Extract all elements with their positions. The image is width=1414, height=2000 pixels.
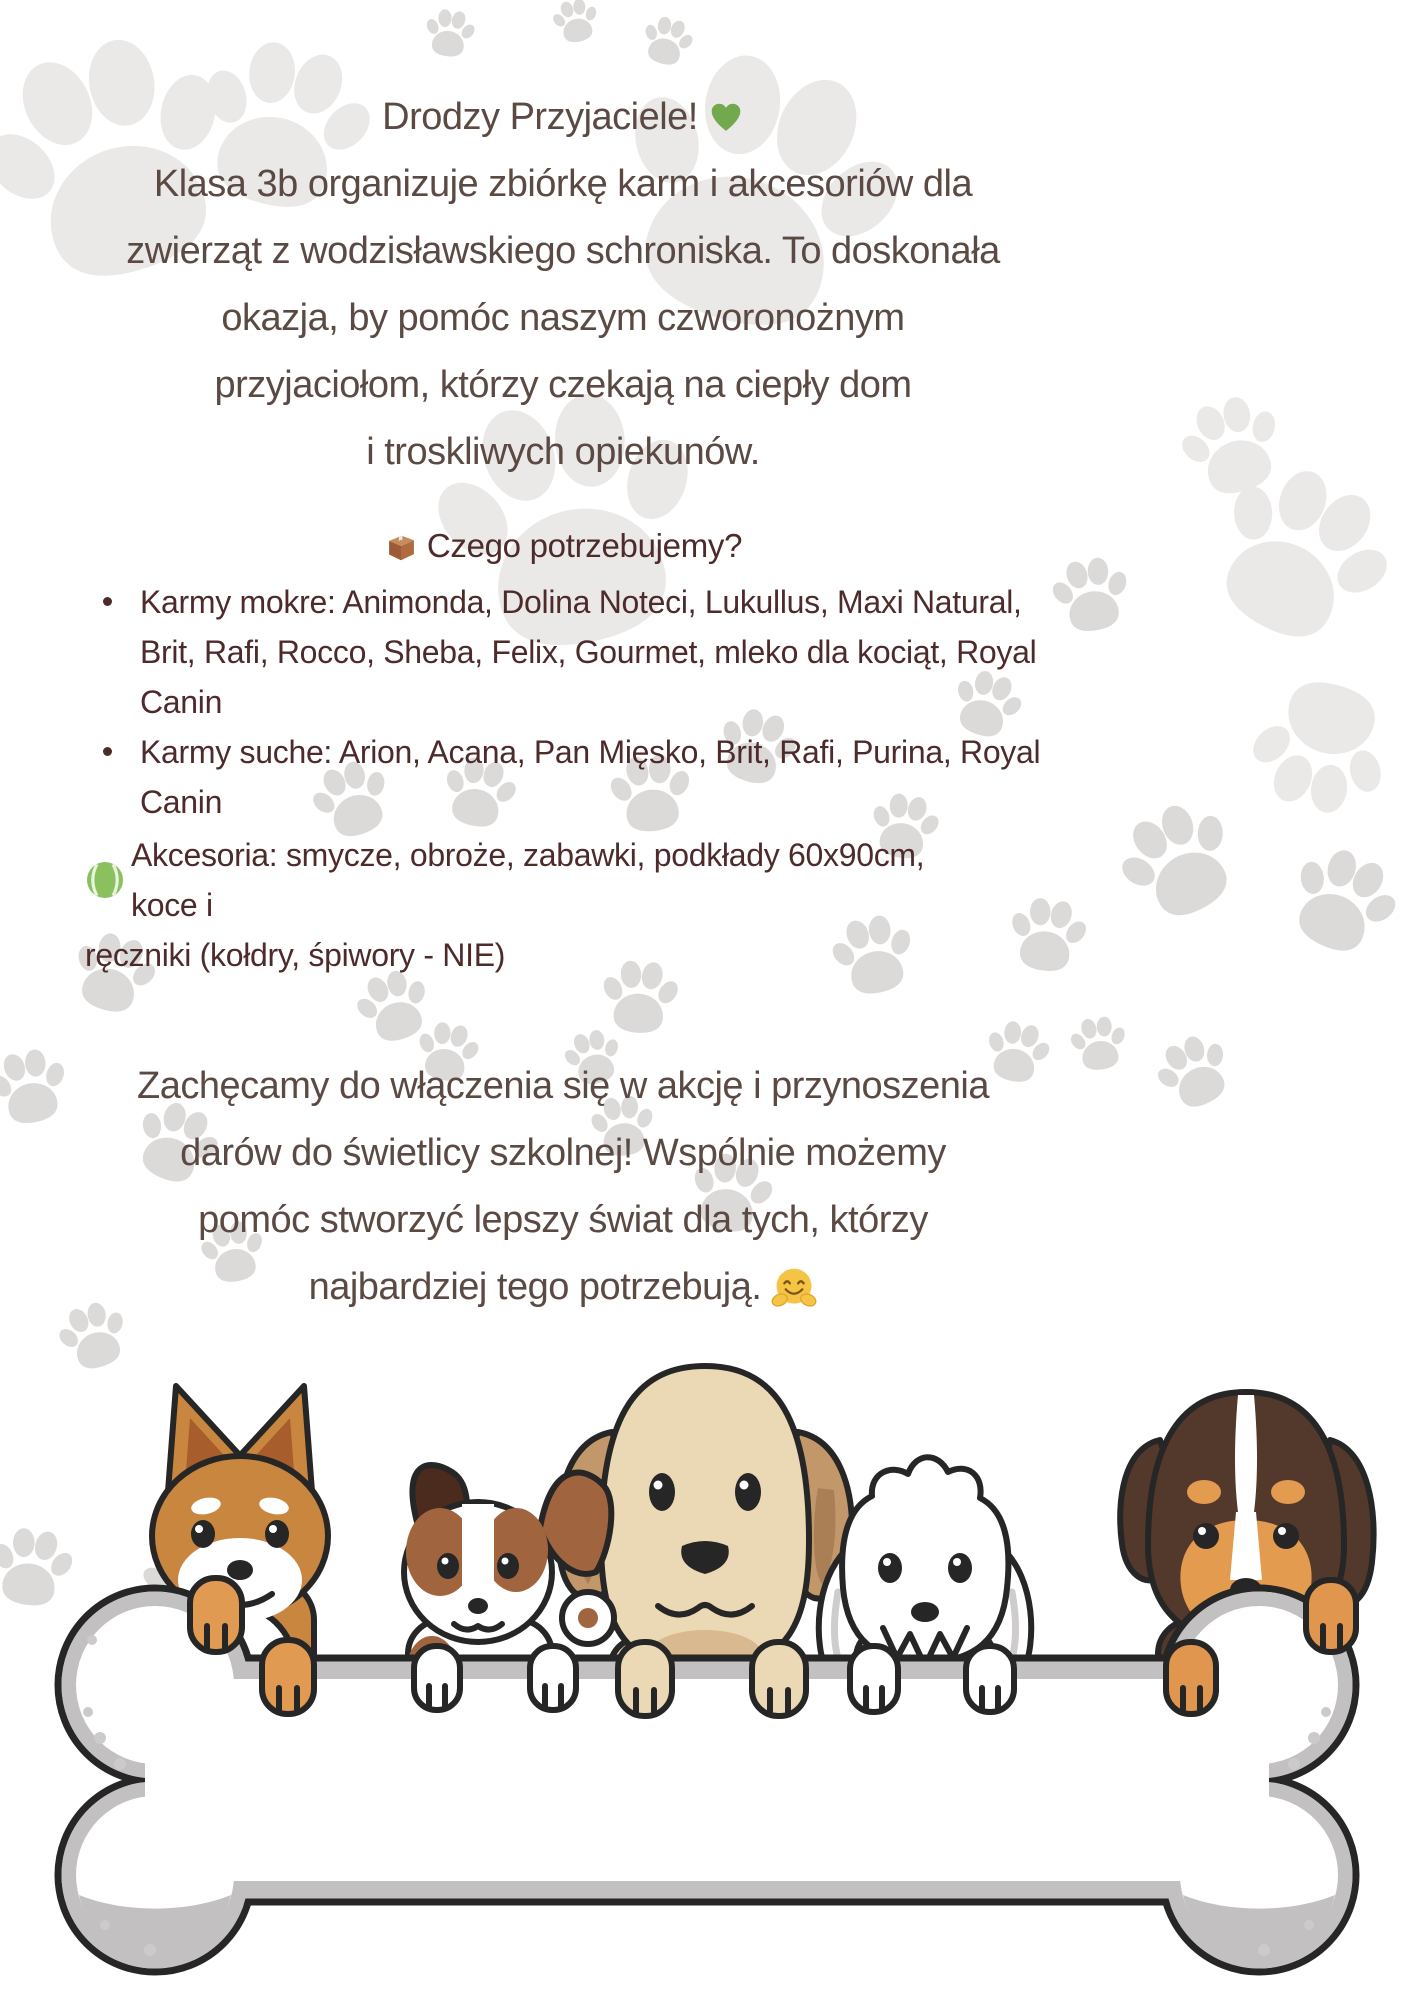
dogs-and-bone-illustration	[0, 1340, 1414, 2000]
outro-last-text: najbardziej tego potrzebują.	[308, 1266, 762, 1308]
needs-list	[85, 577, 1041, 827]
accessories-text-1: Akcesoria: smycze, obroże, zabawki, podkłady 60x90cm, koce i	[131, 837, 994, 923]
wet-food-text: Karmy mokre: Animonda, Dolina Noteci, Lukullus, Maxi Natural, Brit, Rafi, Rocco, Sheba, Felix, Gourmet, mleko dla kociąt, Royal Canin	[140, 584, 1037, 720]
accessories-text-2: ręczniki (kołdry, śpiwory - NIE)	[85, 937, 506, 973]
list-item-dry-food	[85, 727, 1041, 827]
bullet-dot	[103, 597, 112, 606]
package-icon	[384, 529, 418, 563]
hugging-face-icon	[771, 1265, 817, 1311]
list-item-wet-food	[85, 577, 1041, 727]
page-title	[85, 84, 1041, 151]
outro-paragraph	[85, 1053, 1041, 1321]
bullet-dot	[103, 747, 112, 756]
accessories-item	[85, 830, 1041, 980]
accessories-line-1	[85, 830, 1041, 930]
intro-paragraph: Klasa 3b organizuje zbiórkę karm i akcesoriów dla zwierząt z wodzisławskiego schroniska. To doskonała okazja, by pomóc naszym czworonożnym przyjaciołom, którzy czekają na ciepły dom i troskliwych opiekunów.	[126, 163, 1000, 473]
dry-food-text: Karmy suche: Arion, Acana, Pan Mięsko, Brit, Rafi, Purina, Royal Canin	[140, 734, 1041, 820]
outro-lines: Zachęcamy do włączenia się w akcję i przynoszenia darów do świetlicy szkolnej! Wspólnie możemy pomóc stworzyć lepszy świat dla tych, którzy	[136, 1065, 989, 1241]
tennis-ball-icon	[85, 860, 125, 900]
needs-heading	[85, 524, 1041, 568]
title-text: Drodzy Przyjaciele!	[382, 96, 698, 138]
green-heart-icon	[708, 101, 744, 135]
needs-heading-text: Czego potrzebujemy?	[426, 527, 743, 564]
outro-last-line	[85, 1254, 1041, 1321]
